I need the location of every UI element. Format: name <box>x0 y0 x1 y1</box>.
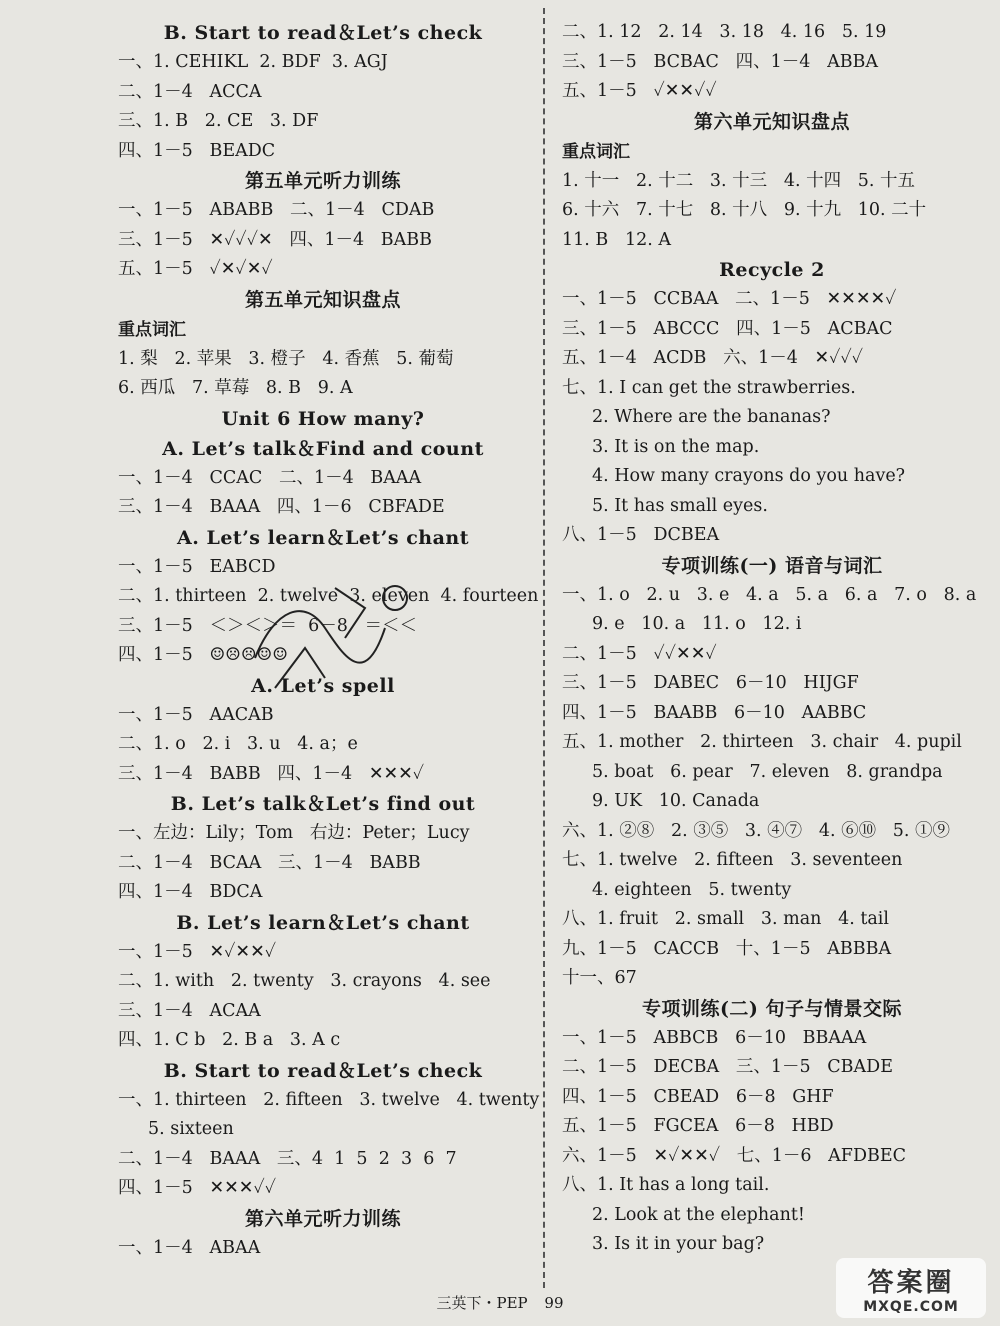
answer-line: 七、1. I can get the strawberries. <box>562 377 856 398</box>
answer-line: 五、1－5 FGCEA 6－8 HBD <box>562 1116 834 1136</box>
answer-line: 3. Is it in your bag? <box>592 1234 765 1254</box>
answer-line: 二、1－4 ACCA <box>118 81 262 102</box>
answer-line: 二、1－5 ✓✓✕✕✓ <box>562 643 717 664</box>
answer-line: 四、1－5 CBEAD 6－8 GHF <box>562 1086 834 1107</box>
answer-line: 二、1. o 2. i 3. u 4. a；e <box>118 734 358 754</box>
section-heading: 第五单元知识盘点 <box>244 288 401 311</box>
answer-line: 三、1－5 DABEC 6－10 HIJGF <box>562 673 859 693</box>
answer-line: 一、1－5 ABBCB 6－10 BBAAA <box>562 1027 867 1048</box>
section-heading: 第六单元听力训练 <box>244 1207 401 1230</box>
answer-line: 四、1－5 BAABB 6－10 AABBC <box>562 702 867 723</box>
answer-line: 3. It is on the map. <box>592 436 760 457</box>
answer-line: 一、1－5 EABCD <box>118 556 276 577</box>
answer-line: 四、1－5 ✕✕✕✓✓ <box>118 1178 277 1198</box>
answer-line: 6. 十六 7. 十七 8. 十八 9. 十九 10. 二十 <box>562 200 927 220</box>
answer-line: 八、1. It has a long tail. <box>562 1175 770 1195</box>
answer-line: 三、1－5 ABCCC 四、1－5 ACBAC <box>562 318 893 339</box>
answer-line: 三、1－4 BAAA 四、1－6 CBFADE <box>118 497 445 517</box>
column-divider <box>543 8 545 1288</box>
answer-line: 11. B 12. A <box>562 229 671 250</box>
answer-line: 1. 十一 2. 十二 3. 十三 4. 十四 5. 十五 <box>562 170 916 191</box>
answer-line: 一、1. thirteen 2. fifteen 3. twelve 4. twenty <box>118 1089 540 1110</box>
section-subheading: 重点词汇 <box>562 141 630 162</box>
answer-line: 二、1－4 BAAA 三、4 1 5 2 3 6 7 <box>118 1148 457 1169</box>
section-heading: 专项训练(一) 语音与词汇 <box>661 554 883 577</box>
section-heading: Recycle 2 <box>719 259 825 281</box>
answer-line: 一、1－4 ABAA <box>118 1237 261 1258</box>
answer-line: 三、1－4 ACAA <box>118 1000 261 1021</box>
section-heading: A. Let’s talk＆Find and count <box>162 437 484 460</box>
answer-line: 九、1－5 CACCB 十、1－5 ABBBA <box>562 938 892 959</box>
answer-line: 9. e 10. a 11. o 12. i <box>592 614 802 634</box>
section-heading: 专项训练(二) 句子与情景交际 <box>641 997 903 1020</box>
answer-line: 四、1－5 ☺☹☹☺☺ <box>118 645 288 665</box>
answer-line: 四、1. C b 2. B a 3. A c <box>118 1030 341 1050</box>
section-heading: 第六单元知识盘点 <box>693 110 850 133</box>
answer-line: 三、1－5 ✕✓✓✓✕ 四、1－4 BABB <box>118 229 433 250</box>
answer-line: 十一、67 <box>562 968 637 988</box>
answer-line: 二、1－5 DECBA 三、1－5 CBADE <box>562 1057 893 1077</box>
footer-label: 三英下・PEP <box>436 1294 528 1312</box>
section-heading: B. Start to read＆Let’s check <box>163 22 483 44</box>
answer-line: 四、1－5 BEADC <box>118 140 276 161</box>
answer-line: 一、左边：Lily；Tom 右边：Peter；Lucy <box>118 823 470 843</box>
section-subheading: 重点词汇 <box>118 319 186 340</box>
answer-line: 三、1－5 ＜＞＜＞＝ 6－8 ＝＜＜ <box>118 615 418 636</box>
answer-line: 1. 梨 2. 苹果 3. 橙子 4. 香蕉 5. 葡萄 <box>118 348 454 369</box>
answer-line: 五、1－5 ✓✕✓✕✓ <box>118 259 273 279</box>
answer-line: 二、1. 12 2. 14 3. 18 4. 16 5. 19 <box>562 22 887 42</box>
answer-line: 5. It has small eyes. <box>592 495 768 516</box>
page-number: 99 <box>544 1294 564 1312</box>
pencil-scribble <box>215 568 445 708</box>
answer-line: 三、1. B 2. CE 3. DF <box>118 111 319 131</box>
answer-line: 5. sixteen <box>148 1119 234 1139</box>
answer-line: 5. boat 6. pear 7. eleven 8. grandpa <box>592 761 943 782</box>
watermark-main: 答案圈 <box>867 1267 955 1298</box>
answer-line: 六、1. ②⑧ 2. ③⑤ 3. ④⑦ 4. ⑥⑩ 5. ①⑨ <box>562 820 951 841</box>
answer-line: 三、1－5 BCBAC 四、1－4 ABBA <box>562 51 879 72</box>
answer-line: 一、1－5 AACAB <box>118 704 274 725</box>
section-heading: Unit 6 How many? <box>221 407 425 430</box>
watermark-logo <box>836 1258 986 1318</box>
answer-line: 五、1－4 ACDB 六、1－4 ✕✓✓✓ <box>562 348 864 368</box>
answer-line: 4. eighteen 5. twenty <box>592 879 792 900</box>
answer-line: 9. UK 10. Canada <box>592 791 760 811</box>
answer-line: 五、1. mother 2. thirteen 3. chair 4. pupil <box>562 732 962 752</box>
answer-line: 6. 西瓜 7. 草莓 8. B 9. A <box>118 378 353 398</box>
answer-line: 4. How many crayons do you have? <box>592 466 906 486</box>
answer-line: 一、1－5 CCBAA 二、1－5 ✕✕✕✕✓ <box>562 289 897 309</box>
right-column <box>562 18 982 1260</box>
answer-line: 一、1. o 2. u 3. e 4. a 5. a 6. a 7. o 8. a <box>562 584 977 605</box>
answer-line: 二、1－4 BCAA 三、1－4 BABB <box>118 852 421 873</box>
answer-line: 一、1－5 ✕✓✕✕✓ <box>118 941 277 962</box>
section-heading: B. Start to read＆Let’s check <box>163 1059 483 1082</box>
answer-line: 四、1－4 BDCA <box>118 882 263 902</box>
answer-line: 六、1－5 ✕✓✕✕✓ 七、1－6 AFDBEC <box>562 1145 907 1166</box>
answer-line: 2. Where are the bananas? <box>592 407 831 427</box>
section-heading: B. Let’s talk＆Let’s find out <box>170 793 476 815</box>
answer-line: 二、1. thirteen 2. twelve 3. eleven 4. fourteen <box>118 586 539 606</box>
answer-line: 三、1－4 BABB 四、1－4 ✕✕✕✓ <box>118 763 425 784</box>
answer-line: 一、1. CEHIKL 2. BDF 3. AGJ <box>118 52 388 72</box>
answer-line: 一、1－5 ABABB 二、1－4 CDAB <box>118 200 435 220</box>
answer-line: 2. Look at the elephant! <box>592 1204 805 1225</box>
answer-line: 一、1－4 CCAC 二、1－4 BAAA <box>118 467 422 488</box>
answer-line: 七、1. twelve 2. fifteen 3. seventeen <box>562 850 903 870</box>
section-heading: 第五单元听力训练 <box>244 170 401 192</box>
section-heading: B. Let’s learn＆Let’s chant <box>176 911 470 934</box>
answer-line: 八、1－5 DCBEA <box>562 525 720 545</box>
watermark-sub: MXQE.COM <box>863 1298 959 1315</box>
answer-line: 五、1－5 ✓✕✕✓✓ <box>562 81 717 101</box>
answer-line: 八、1. fruit 2. small 3. man 4. tail <box>562 909 890 929</box>
section-heading: A. Let’s learn＆Let’s chant <box>177 526 469 549</box>
section-heading: A. Let’s spell <box>251 674 395 697</box>
answer-line: 二、1. with 2. twenty 3. crayons 4. see <box>118 971 491 991</box>
